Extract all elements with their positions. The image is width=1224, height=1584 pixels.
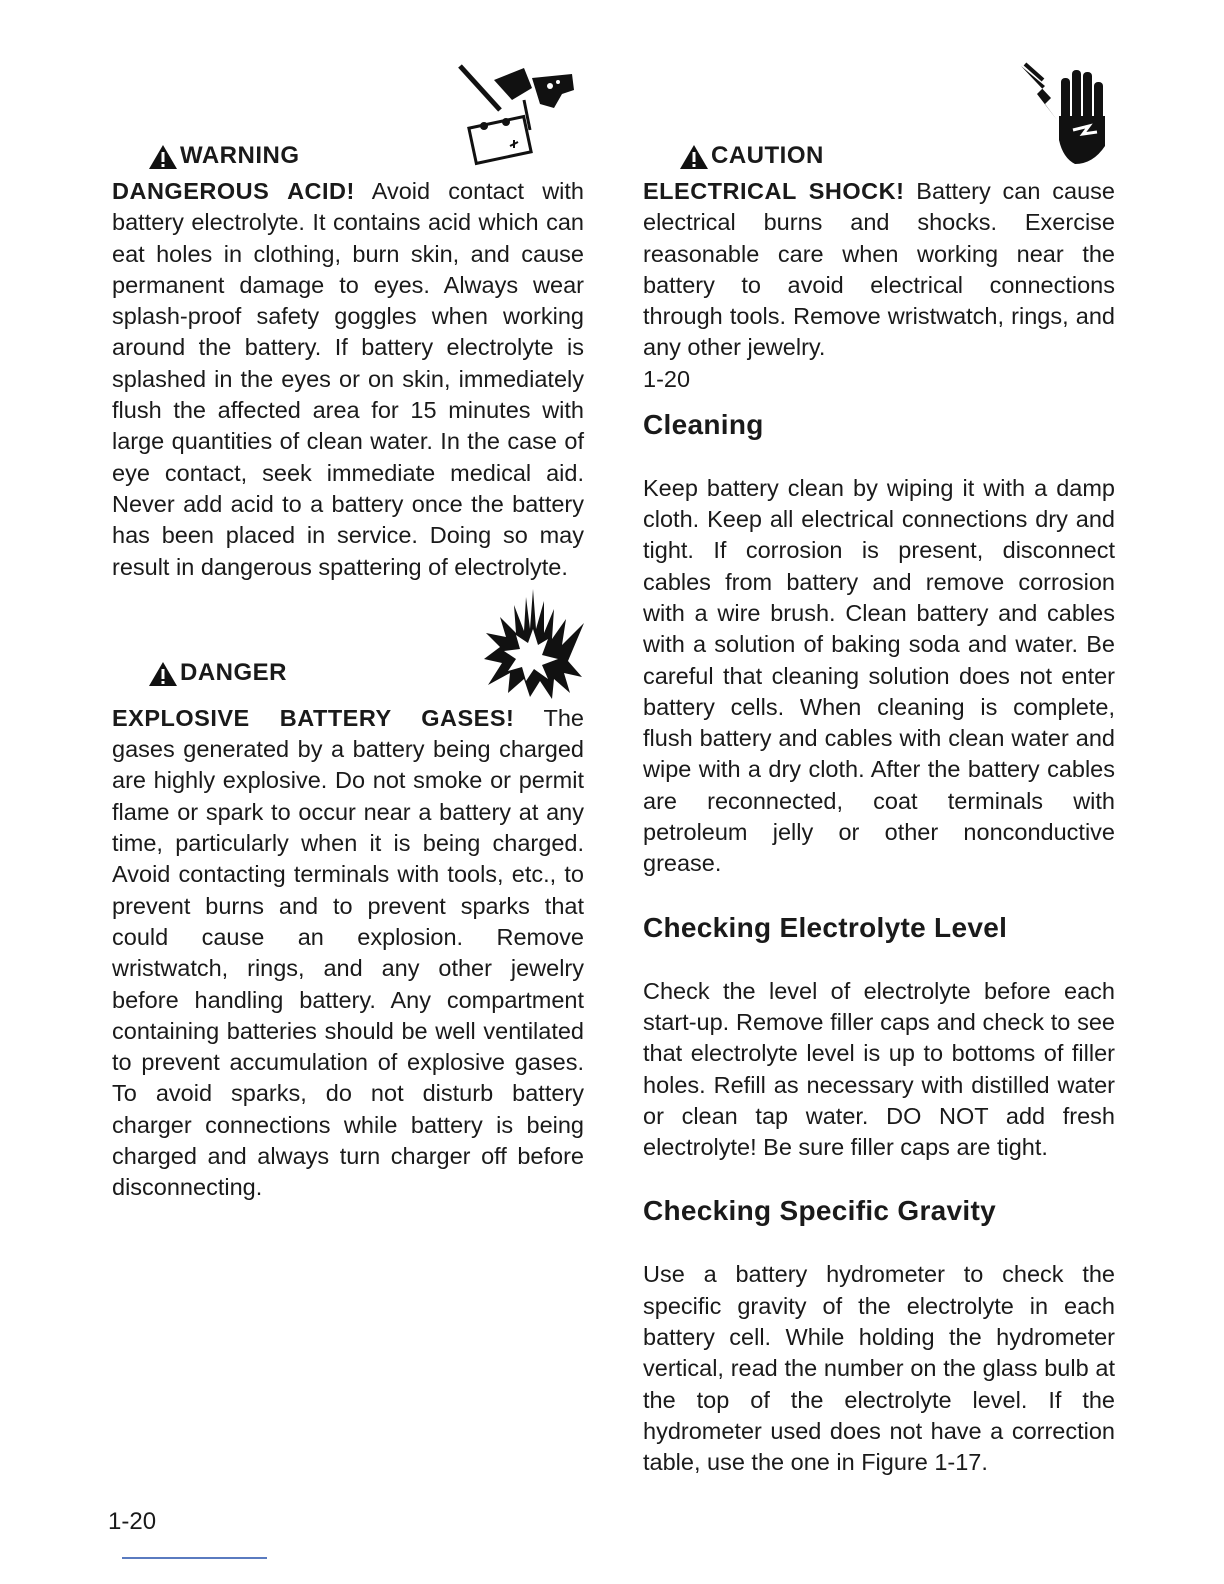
explosion-icon <box>478 589 588 699</box>
caution-ref: 1-20 <box>643 365 691 392</box>
warning-text: Avoid contact with battery electrolyte. It contains acid which can eat holes in clothing, burn skin, and cause permanent damage to eyes. Always wear splash-proof safety goggles when working around the battery. If battery electrolyte is splashed in the eyes or on skin, immediately flush the affected area for 15 minutes with large quantities of clean water. In the case of eye contact, seek immediate medical aid. Never add acid to a battery once the battery has been placed in service. Doing so may result in dangerous spattering of electrolyte. <box>112 178 584 580</box>
danger-label <box>148 659 287 687</box>
caution-title: ELECTRICAL SHOCK! <box>643 178 905 204</box>
caution-text: Battery can cause electrical burns and shocks. Exercise reasonable care when working near the battery to avoid electrical connections through tools. Remove wristwatch, rings, and any other jewelry. <box>643 178 1115 361</box>
electrolyte-level-heading: Checking Electrolyte Level <box>643 911 1008 943</box>
danger-text: The gases generated by a battery being charged are highly explosive. Do not smoke or permit flame or spark to occur near a battery at any time, particularly when it is being charged. Avoid contacting terminals with tools, etc., to prevent burns and to prevent sparks that could cause an explosion. Remove wristwatch, rings, and any other jewelry before handling battery. Any compartment containing batteries should be well ventilated to prevent accumulation of explosive gases. To avoid sparks, do not disturb battery charger connections while battery is being charged and always turn charger off before disconnecting. <box>112 704 584 1201</box>
caution-triangle-icon <box>679 144 709 170</box>
warning-header <box>112 60 584 170</box>
cleaning-body: Keep battery clean by wiping it with a damp cloth. Keep all electrical connections dry and tight. If corrosion is present, disconnect cables from battery and remove corrosion with a wire brush. Clean battery and cables with a solution of baking soda and water. Be careful that cleaning solution does not enter battery cells. When cleaning is complete, flush battery and cables with clean water and wipe with a dry cloth. After the battery cables are reconnected, coat terminals with petroleum jelly or other nonconductive grease. <box>643 474 1115 877</box>
danger-triangle-icon <box>148 661 178 687</box>
warning-triangle-icon <box>148 144 178 170</box>
specific-gravity-heading: Checking Specific Gravity <box>643 1195 996 1227</box>
caution-body <box>643 176 1115 364</box>
caution-header <box>643 60 1115 170</box>
warning-body <box>112 176 584 583</box>
acid-splash-icon <box>454 60 584 168</box>
cleaning-heading: Cleaning <box>643 408 764 440</box>
left-column <box>112 60 584 1204</box>
warning-label <box>148 142 300 170</box>
electric-shock-hand-icon <box>1015 60 1115 170</box>
caution-label-text: CAUTION <box>711 142 824 169</box>
danger-header <box>112 589 584 699</box>
danger-title: EXPLOSIVE BATTERY GASES! <box>112 704 515 731</box>
danger-label-text: DANGER <box>180 658 288 686</box>
warning-title: DANGEROUS ACID! <box>112 178 355 204</box>
caution-label <box>679 142 824 170</box>
footer-rule <box>122 1557 267 1559</box>
page-number: 1-20 <box>108 1508 157 1535</box>
electrolyte-level-body: Check the level of electrolyte before each start-up. Remove filler caps and check to see that electrolyte level is up to bottoms of filler holes. Refill as necessary with distilled water or clean tap water. DO NOT add fresh electrolyte! Be sure filler caps are tight. <box>643 977 1115 1161</box>
right-column <box>643 60 1115 1479</box>
specific-gravity-body: Use a battery hydrometer to check the specific gravity of the electrolyte in each battery cell. While holding the hydrometer vertical, read the number on the glass bulb at the top of the electrolyte level. If the hydrometer used does not have a correction table, use the one in Figure 1-17. <box>643 1261 1115 1476</box>
danger-body <box>112 703 584 1204</box>
warning-label-text: WARNING <box>180 142 300 169</box>
